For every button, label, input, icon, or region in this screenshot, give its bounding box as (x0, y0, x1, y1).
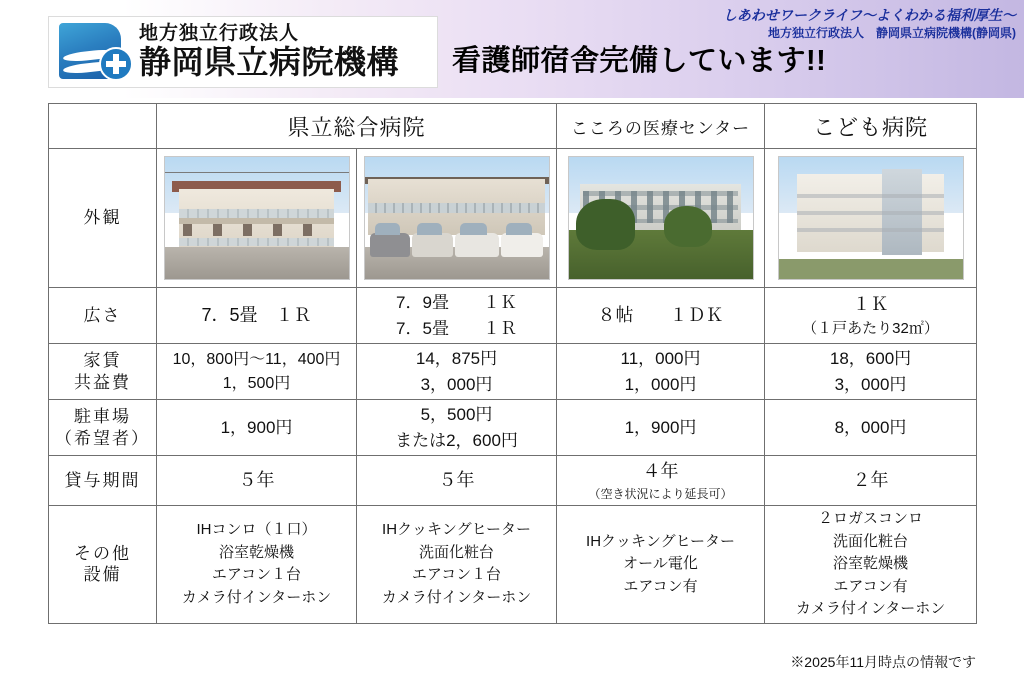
table-row (49, 149, 977, 288)
table-row (49, 400, 977, 456)
table-corner-cell (49, 104, 157, 149)
row-label-chushajo (49, 400, 157, 456)
cell-line: １Ｋ (852, 293, 889, 314)
table-row (49, 456, 977, 506)
cell-line: 1，900円 (220, 417, 293, 437)
cell-taiyokikan-kokoro (557, 456, 765, 506)
cell-line: ５年 (238, 470, 275, 490)
row-label-taiyokikan: 貸与期間 (49, 456, 157, 506)
cell-line: エアコン１台 (411, 566, 502, 584)
cell-setsubi-kodomo (765, 506, 977, 624)
photo-cell-sogo-1 (157, 149, 357, 288)
cell-line: ４年 (642, 461, 679, 481)
cell-line: カメラ付インターホン (381, 588, 532, 606)
cell-taiyokikan-sogo-2 (357, 456, 557, 506)
cell-line: IHクッキングヒーター (382, 521, 531, 539)
cell-yachin-sogo-1 (157, 344, 357, 400)
header-tagline-block (723, 6, 1016, 41)
cell-line: 18，600円 (829, 349, 912, 368)
table-row (49, 288, 977, 344)
housing-comparison-table-wrap (48, 103, 976, 624)
cell-chushajo-sogo-2 (357, 400, 557, 456)
cell-line: カメラ付インターホン (181, 588, 332, 606)
row-label-line: その他 (74, 544, 131, 563)
cell-line: ８帖 １ＤＫ (597, 305, 724, 325)
row-label-sonota-setsubi (49, 506, 157, 624)
cell-line: 浴室乾燥機 (833, 555, 909, 572)
building-photo-sogo-1 (164, 156, 350, 280)
row-label-line: 家賃 (83, 351, 122, 371)
cell-line: エアコン有 (623, 577, 698, 595)
cell-line: 浴室乾燥機 (218, 543, 294, 561)
cell-line: 洗面化粧台 (833, 532, 909, 550)
cell-hirosa-kokoro (557, 288, 765, 344)
cell-chushajo-kodomo (765, 400, 977, 456)
row-label-line: 駐車場 (74, 407, 131, 427)
cell-line: エアコン１台 (211, 566, 302, 584)
cell-yachin-kodomo (765, 344, 977, 400)
cell-line: カメラ付インターホン (795, 600, 946, 617)
hospital-logo-icon (55, 21, 133, 83)
cell-setsubi-sogo-1 (157, 506, 357, 624)
cell-hirosa-sogo-2 (357, 288, 557, 344)
cell-line: ２年 (852, 470, 889, 490)
tagline-subtext: 地方独立行政法人 静岡県立病院機構(静岡県) (768, 25, 1016, 40)
cell-line: IHクッキングヒーター (586, 532, 735, 550)
cell-line: 10，800円〜11，400円 (172, 350, 341, 368)
cell-line: 1，000円 (624, 374, 697, 394)
row-label-hirosa: 広さ (49, 288, 157, 344)
column-header-kenritsu-sogo: 県立総合病院 (157, 104, 557, 149)
page-header (0, 0, 1024, 98)
cell-line: ５年 (438, 470, 475, 490)
row-label-line: （希望者） (55, 428, 150, 448)
cell-line: または2，600円 (395, 430, 518, 450)
cell-subnote: （１戸あたり32㎡） (802, 319, 939, 337)
row-label-yachin (49, 344, 157, 400)
photo-cell-kodomo (765, 149, 977, 288)
cell-line: 8，000円 (834, 417, 907, 437)
cell-setsubi-kokoro (557, 506, 765, 624)
photo-cell-sogo-2 (357, 149, 557, 288)
cell-line: 3，000円 (420, 374, 493, 394)
cell-line: 5，500円 (420, 405, 493, 424)
organization-name-small: 地方独立行政法人 (139, 23, 300, 45)
tagline-text: しあわせワークライフ〜よくわかる福利厚生〜 (722, 7, 1016, 23)
housing-comparison-table (48, 103, 977, 624)
cell-yachin-kokoro (557, 344, 765, 400)
cell-line: 7．9畳 １Ｋ (396, 293, 517, 312)
cell-line: 洗面化粧台 (419, 543, 495, 561)
photo-cell-kokoro (557, 149, 765, 288)
cell-line: オール電化 (623, 555, 698, 572)
organization-name-big: 静岡県立病院機構 (139, 44, 400, 81)
cell-taiyokikan-sogo-1 (157, 456, 357, 506)
cell-line: 11，000円 (620, 349, 701, 368)
cell-hirosa-kodomo (765, 288, 977, 344)
cell-yachin-sogo-2 (357, 344, 557, 400)
footnote: ※2025年11月時点の情報です (790, 654, 976, 670)
building-photo-sogo-2 (364, 156, 550, 280)
cell-chushajo-kokoro (557, 400, 765, 456)
table-header-row (49, 104, 977, 149)
cell-line: 3，000円 (834, 374, 907, 394)
cell-line: 7．5畳 １Ｒ (201, 305, 312, 325)
column-header-kokoro: こころの医療センター (557, 104, 765, 149)
cell-setsubi-sogo-2 (357, 506, 557, 624)
cell-line: 7．5畳 １Ｒ (396, 318, 517, 338)
cell-line: ２ロガスコンロ (818, 510, 924, 527)
organization-name (139, 24, 399, 80)
cell-hirosa-sogo-1 (157, 288, 357, 344)
column-header-kodomo: こども病院 (765, 104, 977, 149)
page-title: 看護師宿舎完備しています!! (452, 45, 827, 77)
cell-chushajo-sogo-1 (157, 400, 357, 456)
row-label-line: 設備 (83, 565, 122, 585)
building-photo-kokoro (568, 156, 754, 280)
cell-line: IHコンロ（１口） (196, 521, 317, 539)
cell-line: 1，900円 (624, 417, 697, 437)
organization-logo-block (48, 16, 438, 88)
building-photo-kodomo (778, 156, 964, 280)
cell-taiyokikan-kodomo (765, 456, 977, 506)
row-label-line: 共益費 (74, 372, 131, 392)
table-row (49, 506, 977, 624)
cell-line: エアコン有 (833, 577, 908, 595)
cell-line: 14，875円 (415, 349, 498, 368)
cell-line: 1，500円 (222, 374, 291, 392)
cell-subnote: （空き状況により延長可） (588, 487, 733, 501)
table-row (49, 344, 977, 400)
row-label-gaikan: 外観 (49, 149, 157, 288)
